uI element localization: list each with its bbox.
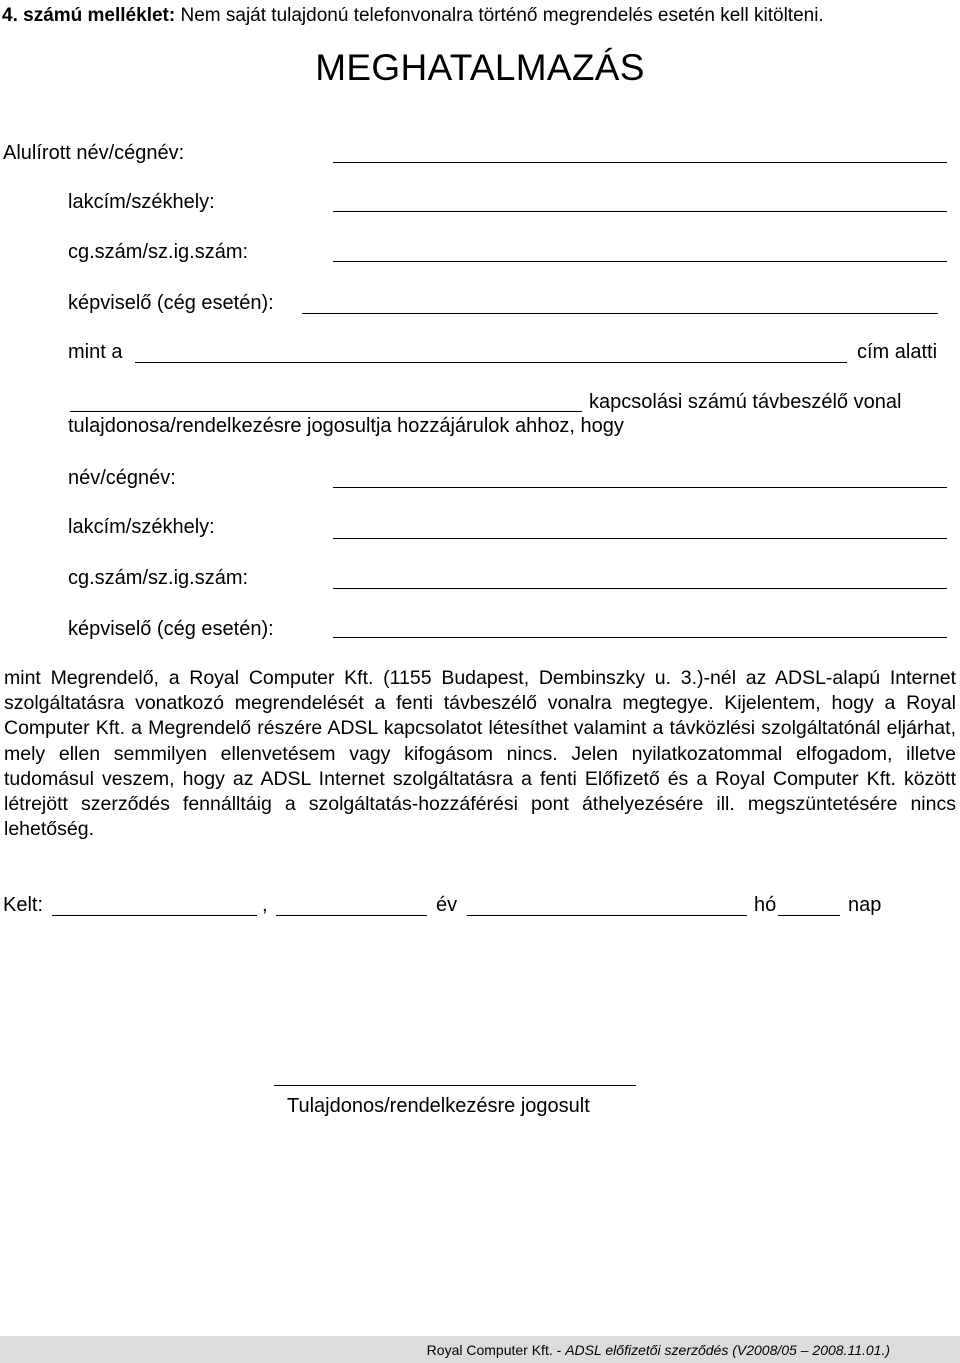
footer-company: Royal Computer Kft. (426, 1342, 553, 1358)
footer-separator: - (556, 1342, 562, 1358)
customer-name-label: név/cégnév: (68, 467, 176, 489)
page-footer (0, 1336, 960, 1363)
consent-text: tulajdonosa/rendelkezésre jogosultja hozzájárulok ahhoz, hogy (68, 415, 624, 437)
name-field[interactable] (333, 162, 947, 163)
day-label: nap (848, 894, 882, 916)
year-label: év (436, 894, 458, 916)
date-year-field[interactable] (276, 915, 427, 916)
date-label: Kelt: (3, 894, 44, 916)
attachment-number: 4. számú melléklet: (2, 5, 176, 26)
representative-label: képviselő (cég esetén): (68, 292, 274, 314)
signature-label: Tulajdonos/rendelkezésre jogosult (287, 1095, 590, 1117)
as-label: mint a (68, 341, 123, 363)
date-month-field[interactable] (467, 915, 747, 916)
registration-label: cg.szám/sz.ig.szám: (68, 241, 249, 263)
attachment-note: Nem saját tulajdonú telefonvonalra történő megrendelés esetén kell kitölteni. (175, 5, 824, 26)
date-day-field[interactable] (778, 915, 840, 916)
registration-field[interactable] (333, 261, 947, 262)
customer-address-field[interactable] (333, 538, 947, 539)
date-place-field[interactable] (52, 915, 257, 916)
customer-name-field[interactable] (333, 487, 947, 488)
customer-address-label: lakcím/székhely: (68, 516, 215, 538)
authorization-text: mint Megrendelő, a Royal Computer Kft. (1155 Budapest, Dembinszky u. 3.)-nél az ADSL-alapú Internet szolgáltatásra vonatkozó megrendelését a fenti távbeszélő vonalra megtegye. Kijelentem, hogy a Royal Computer Kft. a Megrendelő részére ADSL kapcsolatot létesíthet valamint a távközlési szolgáltatónál eljárhat, mely ellen semmilyen ellenvetésem vagy kifogásom nincs. Jelen nyilatkozatommal elfogadom, illetve tudomásul veszem, hogy az ADSL Internet szolgáltatásra a fenti Előfizető és a Royal Computer Kft. között létrejött szerződés fennálltáig a szolgáltatás-hozzáférési pont áthelyezésére ill. megszüntetésére nincs lehetőség. (4, 667, 956, 841)
address-field[interactable] (333, 211, 947, 212)
page-title: MEGHATALMAZÁS (315, 47, 645, 88)
customer-registration-label: cg.szám/sz.ig.szám: (68, 567, 249, 589)
date-comma: , (262, 894, 268, 916)
address-suffix: cím alatti (857, 341, 938, 363)
month-label: hó (754, 894, 777, 916)
signature-line[interactable] (274, 1085, 636, 1086)
customer-representative-field[interactable] (333, 637, 947, 638)
customer-representative-label: képviselő (cég esetén): (68, 618, 274, 640)
line-address-field[interactable] (135, 362, 847, 363)
line-suffix: kapcsolási számú távbeszélő vonal (589, 391, 902, 413)
address-label: lakcím/székhely: (68, 191, 215, 213)
customer-registration-field[interactable] (333, 588, 947, 589)
name-label: Alulírott név/cégnév: (3, 142, 185, 164)
authorization-paragraph (4, 666, 956, 842)
representative-field[interactable] (302, 313, 938, 314)
attachment-header (2, 4, 824, 28)
footer-text (0, 1341, 890, 1359)
line-number-field[interactable] (70, 411, 582, 412)
footer-document: ADSL előfizetői szerződés (V2008/05 – 2008.11.01.) (565, 1342, 890, 1358)
